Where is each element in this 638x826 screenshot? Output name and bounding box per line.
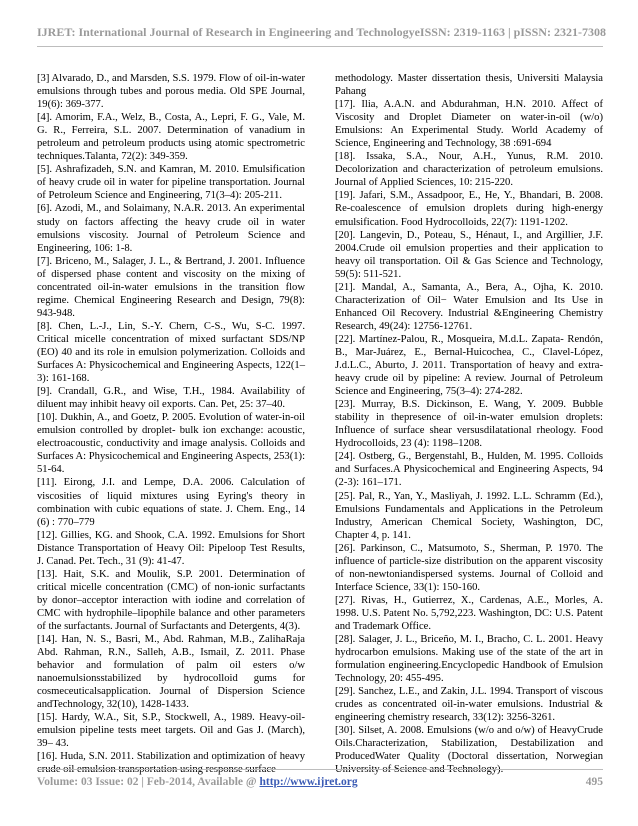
- page-header: [37, 6, 606, 40]
- reference-entry: [8]. Chen, L.-J., Lin, S.-Y. Chern, C-S., Wu, S-C. 1997. Critical micelle concentration of mixed surfactant SDS/NP (EO) 40 and its role in emulsion polymerization. Colloids and Surfaces A: Physicochemical and Engineering Aspects, 122(1–3): 161-168.: [37, 320, 305, 385]
- reference-entry: [11]. Eirong, J.I. and Lempe, D.A. 2006. Calculation of viscosities of liquid mixtures using Eyring's theory in combination with cubic equations of state. J. Chem. Eng., 14 (6) : 770–779: [37, 477, 305, 528]
- reference-entry: [24]. Ostberg, G., Bergenstahl, B., Hulden, M. 1995. Colloids and Surfaces.A Physicochemical and Engineering Aspects, 94 (2-3): 161–171.: [335, 451, 603, 489]
- reference-entry: [25]. Pal, R., Yan, Y., Masliyah, J. 1992. L.L. Schramm (Ed.), Emulsions Fundamentals and Applications in the Petroleum Industry, American Chemical Society, Washington, DC, Chapter 4, p. 141.: [335, 490, 603, 541]
- reference-entry: [15]. Hardy, W.A., Sit, S.P., Stockwell, A., 1989. Heavy-oil-emulsion pipeline tests meet targets. Oil and Gas J. (March), 39– 43.: [37, 712, 305, 750]
- journal-title: IJRET: International Journal of Research in Engineering and Technology: [37, 25, 415, 39]
- references-right-column: [335, 72, 603, 777]
- reference-entry: [5]. Ashrafizadeh, S.N. and Kamran, M. 2010. Emulsification of heavy crude oil in water for pipeline transportation. Journal of Petroleum Science and Engineering, 71(3–4): 205-211.: [37, 164, 305, 202]
- issn-text: eISSN: 2319-1163 | pISSN: 2321-7308: [414, 25, 606, 39]
- footer-volume-text: Volume: 03 Issue: 02 | Feb-2014, Available @: [37, 776, 260, 788]
- reference-entry: [29]. Sanchez, L.E., and Zakin, J.L. 1994. Transport of viscous crudes as concentrated oil-in-water emulsions. Industrial & engineering chemistry research, 33(12): 3256-3261.: [335, 686, 603, 724]
- header-divider: [37, 46, 603, 47]
- reference-entry: [13]. Hait, S.K. and Moulik, S.P. 2001. Determination of critical micelle concentration (CMC) of non-ionic surfactants by donor–acceptor interaction with iodine and correlation of CMC with hydrophile–lipophile balance and other parameters of the surfactants. Journal of Surfactants and Detergents, 4(3).: [37, 568, 305, 632]
- reference-entry: [21]. Mandal, A., Samanta, A., Bera, A., Ojha, K. 2010. Characterization of Oil− Water Emulsion and Its Use in Enhanced Oil Recovery. Industrial &Engineering Chemistry Research, 49(24): 12756-12761.: [335, 281, 603, 332]
- reference-entry: [18]. Issaka, S.A., Nour, A.H., Yunus, R.M. 2010. Decolorization and characterization of petroleum emulsions. Journal of Applied Sciences, 10: 215-220.: [335, 151, 603, 189]
- reference-entry: [3] Alvarado, D., and Marsden, S.S. 1979. Flow of oil-in-water emulsions through tubes and porous media. Old SPE Journal, 19(6): 369-377.: [37, 73, 305, 111]
- reference-entry: [16]. Huda, S.N. 2011. Stabilization and optimization of heavy crude oil emulsion transportation using response surface: [37, 751, 305, 776]
- page-number: 495: [585, 776, 603, 788]
- references-left-column: [37, 72, 305, 777]
- reference-entry: [14]. Han, N. S., Basri, M., Abd. Rahman, M.B., ZalihaRaja Abd. Rahman, R.N., Salleh, A.B., Ismail, Z. 2011. Phase behavior and formulation of palm oil esters o/w nanoemulsionsstabilized by hydrocolloid gums for cosmeceuticalsapplication. Journal of Dispersion Science andTechnology, 32(10), 1428-1433.: [37, 634, 305, 711]
- reference-entry: methodology. Master dissertation thesis, Universiti Malaysia Pahang: [335, 73, 603, 98]
- reference-entry: [10]. Dukhin, A., and Goetz, P. 2005. Evolution of water-in-oil emulsion controlled by droplet- bulk ion exchange: acoustic, electroacoustic, conductivity and image analysis. Colloids and Surfaces A: Physicochemical and Engineering Aspects, 253(1): 51-64.: [37, 412, 306, 476]
- reference-entry: [6]. Azodi, M., and Solaimany, N.A.R. 2013. An experimental study on factors affecting the heavy crude oil in water emulsions viscosity. Journal of Petroleum Science and Engineering, 106: 1-8.: [37, 203, 305, 254]
- reference-entry: [4]. Amorim, F.A., Welz, B., Costa, A., Lepri, F. G., Vale, M. G. R., Ferreira, S.L. 2007. Determination of vanadium in petroleum and petroleum products using atomic spectrometric techniques.Talanta, 72(2): 349-359.: [37, 112, 305, 163]
- footer-divider: [37, 769, 603, 770]
- reference-entry: [22]. Martínez-Palou, R., Mosqueira, M.d.L. Zapata- Rendón, B., Mar-Juárez, E., Bernal-Huicochea, C., Clavel-López, J.d.L.C., Aburto, J. 2011. Transportation of heavy and extra-heavy crude oil by pipeline: A review. Journal of Petroleum Science and Engineering, 75(3–4): 274-282.: [335, 333, 603, 398]
- reference-entry: [12]. Gillies, KG. and Shook, C.A. 1992. Emulsions for Short Distance Transportation of Heavy Oil: Pipeloop Test Results, J. Canad. Pet. Tech., 31 (9): 41-47.: [37, 529, 305, 567]
- reference-entry: [7]. Briceno, M., Salager, J. L., & Bertrand, J. 2001. Influence of dispersed phase content and viscosity on the mixing of concentrated oil-in-water emulsions in the transition flow regime. Chemical Engineering Research and Design, 79(8): 943-948.: [37, 255, 305, 319]
- reference-entry: [26]. Parkinson, C., Matsumoto, S., Sherman, P. 1970. The influence of particle-size distribution on the apparent viscosity of non-newtoniandispersed systems. Journal of Colloid and Interface Science, 33(1): 150-160.: [335, 542, 603, 593]
- page-footer: [37, 776, 603, 794]
- journal-link[interactable]: http://www.ijret.org: [259, 776, 358, 788]
- reference-entry: [20]. Langevin, D., Poteau, S., Hénaut, I., and Argillier, J.F. 2004.Crude oil emulsion properties and their application to heavy oil transportation. Oil & Gas Science and Technology, 59(5): 511-521.: [335, 229, 603, 280]
- reference-entry: [23]. Murray, B.S. Dickinson, E. Wang, Y. 2009. Bubble stability in thepresence of oil-in-water emulsion droplets: Influence of surface shear versusdilatational rheology. Food Hydrocolloids, 23 (4): 1198–1208.: [335, 399, 603, 450]
- reference-entry: [30]. Silset, A. 2008. Emulsions (w/o and o/w) of HeavyCrude Oils.Characterization, Stabilization, Destabilization and ProducedWater Quality (Doctoral dissertation, Norwegian University of Science and Technology).: [335, 725, 603, 776]
- reference-entry: [19]. Jafari, S.M., Assadpoor, E., He, Y., Bhandari, B. 2008. Re-coalescence of emulsion droplets during high-energy emulsification. Food Hydrocolloids, 22(7): 1191-1202.: [335, 190, 603, 228]
- reference-entry: [28]. Salager, J. L., Briceño, M. I., Bracho, C. L. 2001. Heavy hydrocarbon emulsions. Making use of the state of the art in formulation engineering.Encyclopedic Handbook of Emulsion Technology, 20: 455-495.: [335, 634, 603, 685]
- reference-entry: [9]. Crandall, G.R., and Wise, T.H., 1984. Availability of diluent may inhibit heavy oil exports. Can. Pet, 25: 37–40.: [37, 386, 305, 411]
- reference-entry: [17]. Ilia, A.A.N. and Abdurahman, H.N. 2010. Affect of Viscosity and Droplet Diameter on water-in-oil (w/o) Emulsions: An Experimental Study. World Academy of Science, Engineering and Technology, 38 :691-694: [335, 99, 603, 150]
- footer-volume-info: [37, 776, 358, 794]
- reference-entry: [27]. Rivas, H., Gutierrez, X., Cardenas, A.E., Morles, A. 1998. U.S. Patent No. 5,792,223. Washington, DC: U.S. Patent and Trademark Office.: [335, 594, 603, 632]
